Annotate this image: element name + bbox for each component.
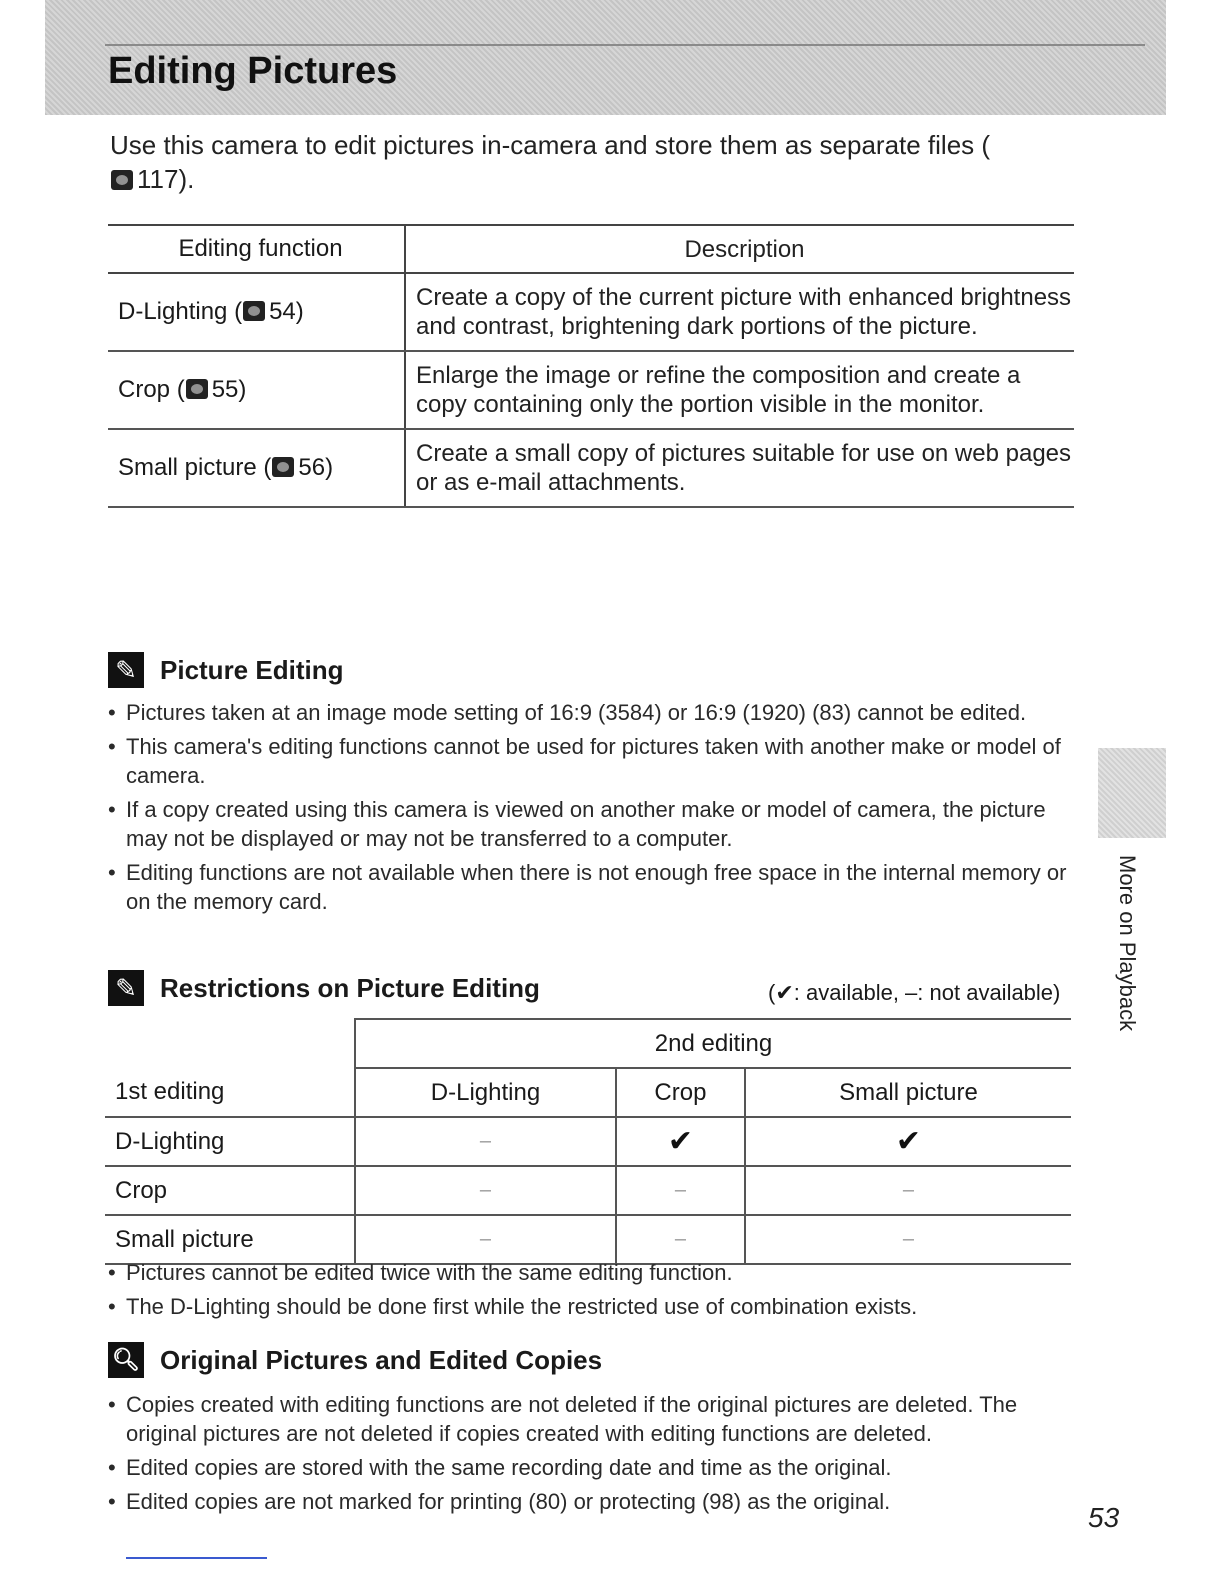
- restrictions-list: [108, 1258, 1068, 1326]
- list-item: • Editing functions are not available when there is not enough free space in the internal memory or on the memory card.: [108, 858, 1068, 916]
- cell-not-available: –: [355, 1117, 616, 1166]
- first-editing-label: 1st editing: [105, 1068, 355, 1117]
- list-item: • Pictures cannot be edited twice with the same editing function.: [108, 1258, 1068, 1287]
- intro-paragraph: [110, 128, 1010, 196]
- empty-cell: [105, 1019, 355, 1068]
- picture-editing-heading: [108, 652, 343, 688]
- restrictions-heading: [108, 970, 540, 1006]
- header-description: Description: [405, 225, 1074, 273]
- title-rule: [105, 44, 1145, 46]
- table-row: [105, 1166, 1071, 1215]
- function-name: Crop (: [118, 376, 185, 403]
- function-name: Small picture (: [118, 454, 272, 481]
- reference-icon: [272, 457, 294, 477]
- page-title: Editing Pictures: [108, 50, 398, 92]
- section-label: More on Playback: [1115, 855, 1140, 1032]
- section-tab: [1098, 748, 1166, 838]
- cell-not-available: –: [616, 1166, 745, 1215]
- table-row: [105, 1068, 1071, 1117]
- function-ref: 56): [298, 454, 334, 481]
- page-number: 53: [1088, 1502, 1120, 1533]
- editing-functions-table: [108, 224, 1074, 508]
- restrictions-title: Restrictions on Picture Editing: [160, 973, 540, 1003]
- intro-ref: 117).: [137, 164, 195, 194]
- table-row: [108, 351, 1074, 429]
- picture-editing-list: [108, 698, 1068, 921]
- function-description: Enlarge the image or refine the composition and create a copy containing only the portion visible in the monitor.: [405, 351, 1074, 429]
- row-label: Small picture: [105, 1215, 355, 1264]
- reference-icon: [186, 379, 208, 399]
- row-label: D-Lighting: [105, 1117, 355, 1166]
- list-item: • Edited copies are not marked for printing (80) or protecting (98) as the original.: [108, 1487, 1068, 1516]
- column-small-picture: Small picture: [745, 1068, 1071, 1117]
- list-item: • If a copy created using this camera is viewed on another make or model of camera, the picture may not be displayed or may not be transferred to a computer.: [108, 795, 1068, 853]
- original-copies-title: Original Pictures and Edited Copies: [160, 1345, 603, 1375]
- restrictions-table: [105, 1018, 1071, 1265]
- function-name-cell: [108, 429, 405, 507]
- function-name: D-Lighting (: [118, 298, 243, 325]
- table-row: [108, 273, 1074, 351]
- cell-not-available: –: [355, 1166, 616, 1215]
- availability-legend: (✔: available, –: not available): [768, 980, 1061, 1005]
- header-editing-function: Editing function: [108, 225, 405, 273]
- footer-rule: [126, 1557, 267, 1559]
- cell-not-available: –: [745, 1215, 1071, 1264]
- list-item: • Pictures taken at an image mode setting of 16:9 (3584) or 16:9 (1920) (83) cannot be edited.: [108, 698, 1068, 727]
- list-item: • The D-Lighting should be done first while the restricted use of combination exists.: [108, 1292, 1068, 1321]
- table-header-row: [108, 225, 1074, 273]
- function-name-cell: [108, 351, 405, 429]
- pencil-note-icon: ✎: [108, 652, 144, 688]
- second-editing-label: 2nd editing: [355, 1019, 1071, 1068]
- cell-not-available: –: [355, 1215, 616, 1264]
- list-item: • Edited copies are stored with the same recording date and time as the original.: [108, 1453, 1068, 1482]
- column-d-lighting: D-Lighting: [355, 1068, 616, 1117]
- function-description: Create a small copy of pictures suitable for use on web pages or as e-mail attachments.: [405, 429, 1074, 507]
- column-crop: Crop: [616, 1068, 745, 1117]
- cell-available: ✔: [745, 1117, 1071, 1166]
- cell-available: ✔: [616, 1117, 745, 1166]
- original-copies-list: [108, 1390, 1068, 1521]
- list-item: • This camera's editing functions cannot be used for pictures taken with another make or model of camera.: [108, 732, 1068, 790]
- row-label: Crop: [105, 1166, 355, 1215]
- function-ref: 55): [211, 376, 247, 403]
- table-row: [108, 429, 1074, 507]
- reference-icon: [243, 301, 265, 321]
- original-copies-heading: [108, 1342, 602, 1378]
- table-row: [105, 1215, 1071, 1264]
- function-description: Create a copy of the current picture with enhanced brightness and contrast, brightening dark portions of the picture.: [405, 273, 1074, 351]
- function-ref: 54): [269, 298, 304, 325]
- magnifier-note-icon: 🔍︎: [108, 1342, 144, 1378]
- picture-editing-title: Picture Editing: [160, 655, 344, 685]
- intro-text: Use this camera to edit pictures in-camera and store them as separate files (: [110, 130, 991, 160]
- cell-not-available: –: [616, 1215, 745, 1264]
- reference-icon: [111, 170, 133, 190]
- function-name-cell: [108, 273, 405, 351]
- list-item: • Copies created with editing functions are not deleted if the original pictures are deleted. The original pictures are not deleted if copies created with editing functions are deleted.: [108, 1390, 1068, 1448]
- table-row: [105, 1019, 1071, 1068]
- table-row: [105, 1117, 1071, 1166]
- cell-not-available: –: [745, 1166, 1071, 1215]
- pencil-note-icon: ✎: [108, 970, 144, 1006]
